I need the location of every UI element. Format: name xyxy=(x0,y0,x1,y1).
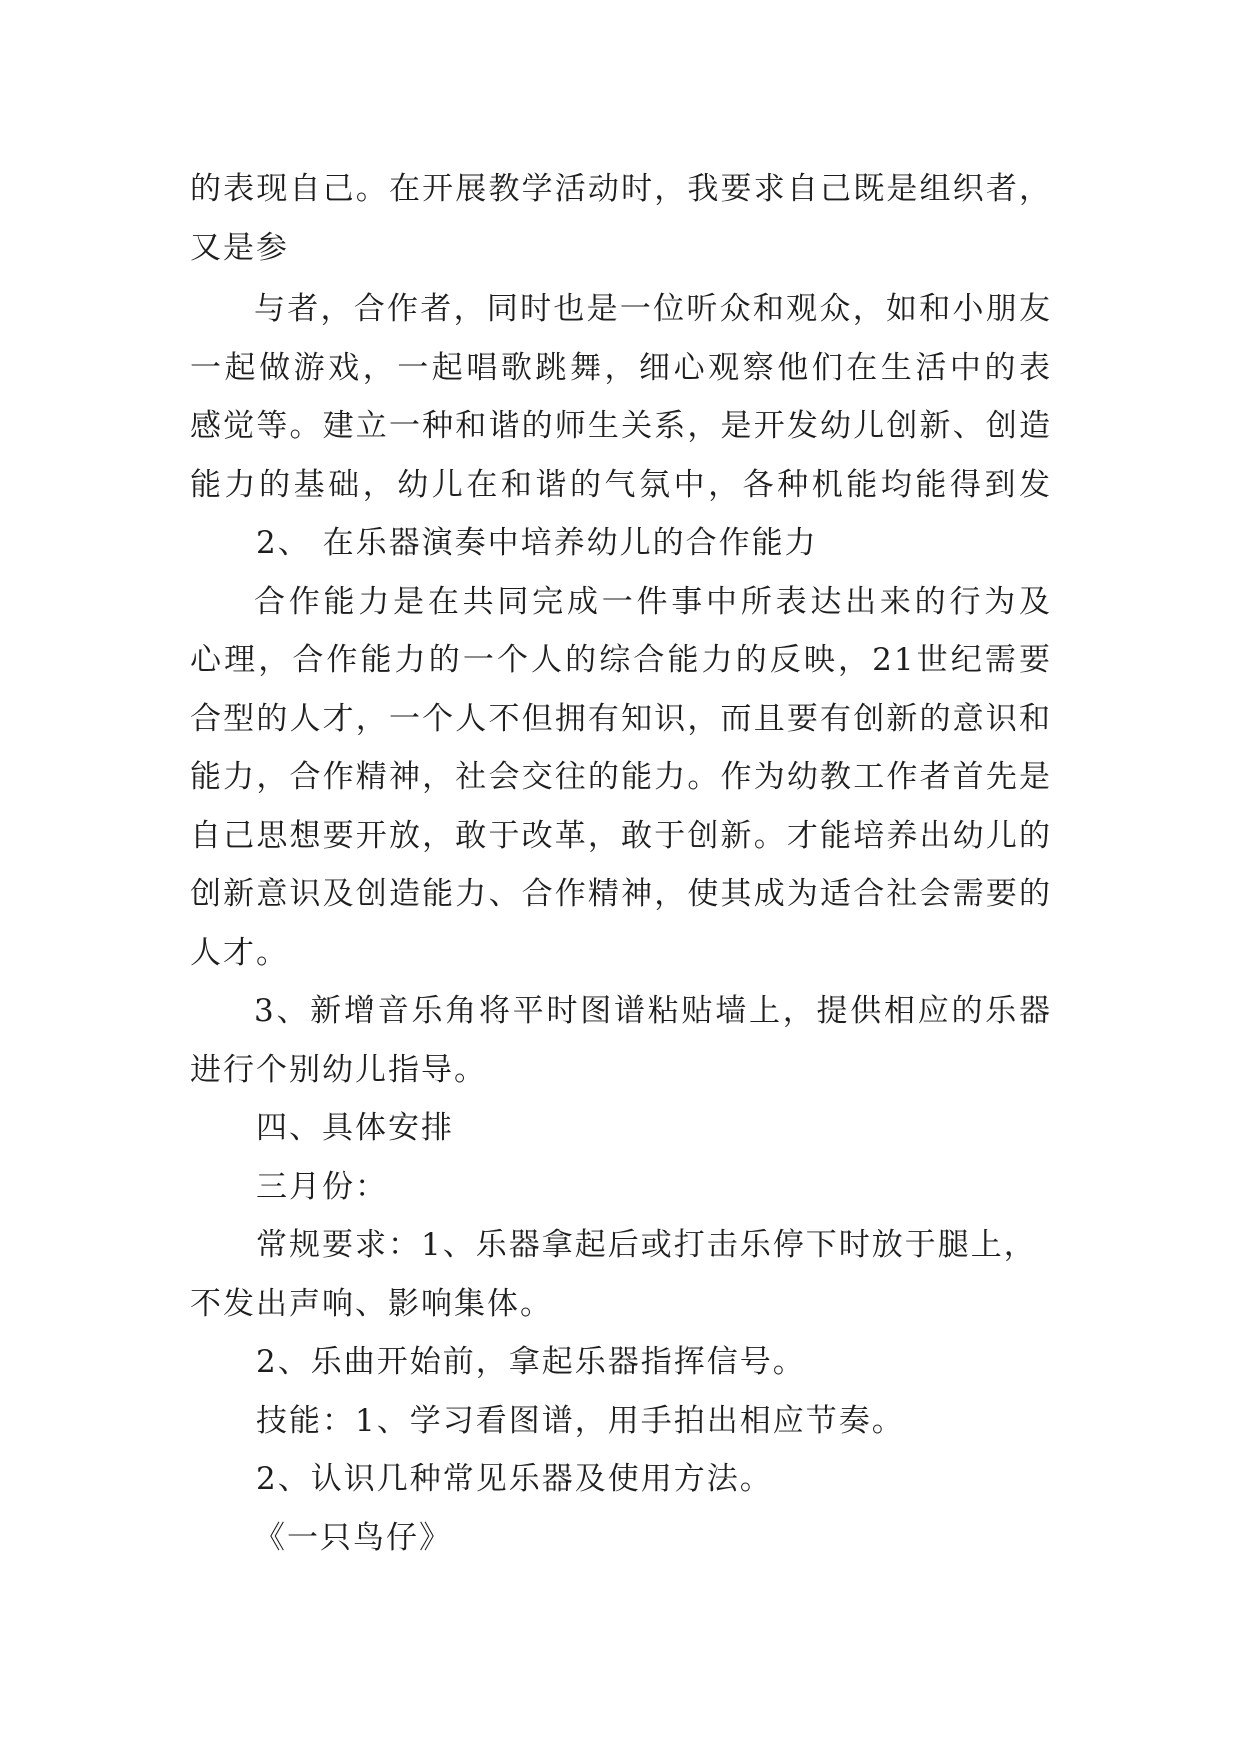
text-line: 能力，合作精神，社会交往的能力。作为幼教工作者首先是 xyxy=(190,759,1052,795)
text-line: 能力的基础，幼儿在和谐的气氛中，各种机能均能得到发 xyxy=(190,466,1052,503)
text-line: 2、乐曲开始前，拿起乐器指挥信号。 xyxy=(256,1344,806,1380)
text-line: 又是参 xyxy=(190,229,289,266)
text-line: 自己思想要开放，敢于改革，敢于创新。才能培养出幼儿的 xyxy=(190,817,1052,854)
text-line: 合作能力是在共同完成一件事中所表达出来的行为及 xyxy=(254,583,1052,620)
text-line: 的表现自己。在开展教学活动时，我要求自己既是组织者， xyxy=(190,171,1052,207)
document-body xyxy=(190,160,1052,1567)
text-line: 感觉等。建立一种和谐的师生关系，是开发幼儿创新、创造 xyxy=(190,408,1052,444)
text-line: 常规要求：1、乐器拿起后或打击乐停下时放于腿上， xyxy=(256,1227,1037,1263)
song-title: 《一只鸟仔》 xyxy=(254,1519,452,1556)
section-heading: 2、 在乐器演奏中培养幼儿的合作能力 xyxy=(256,525,818,561)
text-line: 与者，合作者，同时也是一位听众和观众，如和小朋友 xyxy=(254,291,1052,327)
text-line: 技能：1、学习看图谱，用手拍出相应节奏。 xyxy=(256,1402,905,1439)
text-line: 一起做游戏，一起唱歌跳舞，细心观察他们在生活中的表 xyxy=(190,349,1052,386)
text-line: 创新意识及创造能力、合作精神，使其成为适合社会需要的 xyxy=(190,876,1052,912)
text-line: 心理，合作能力的一个人的综合能力的反映，21世纪需要 xyxy=(190,642,1052,678)
text-line: 进行个别幼儿指导。 xyxy=(190,1051,487,1088)
text-line: 2、认识几种常见乐器及使用方法。 xyxy=(256,1461,773,1497)
text-line: 人才。 xyxy=(190,934,289,971)
text-line: 3、新增音乐角将平时图谱粘贴墙上，提供相应的乐器 xyxy=(254,993,1052,1029)
section-heading: 四、具体安排 xyxy=(256,1110,454,1146)
text-line: 合型的人才，一个人不但拥有知识，而且要有创新的意识和 xyxy=(190,700,1052,737)
month-heading: 三月份： xyxy=(256,1168,388,1205)
text-line: 不发出声响、影响集体。 xyxy=(190,1285,553,1322)
